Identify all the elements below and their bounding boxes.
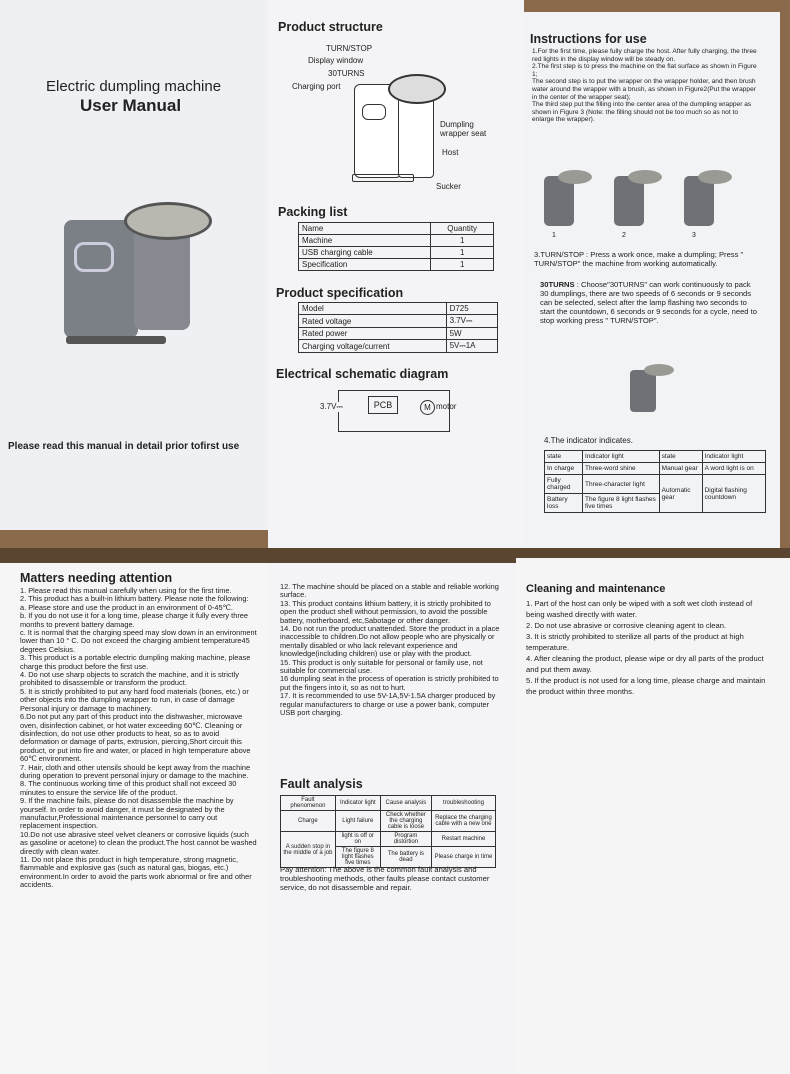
turns30-desc: : Choose"30TURNS" can work continuously to pack 30 dumplings, there are two speeds of 6 seconds or 9 seconds can be selected, select after the lamp flashing two seconds to start the countdown, 6 seconds or 9 seconds for a cycle, need to stop working press " TURN/STOP". (540, 280, 757, 325)
table-cell: state (659, 451, 702, 463)
label-30turns: 30TURNS (328, 69, 365, 78)
list-item: 1. Please read this manual carefully when using for the first time. (20, 586, 232, 595)
voltage-label: 3.7V⎓ (320, 402, 343, 411)
fault-heading: Fault analysis (280, 777, 363, 791)
turns30-text (540, 280, 760, 325)
table-cell: 1 (431, 247, 494, 259)
table-cell: Three-character light (582, 475, 659, 494)
table-cell: 1 (431, 235, 494, 247)
list-item: 2. This product has a built-in lithium battery. Please note the following: (20, 594, 249, 604)
spec-table (298, 302, 498, 353)
structure-heading: Product structure (278, 20, 383, 34)
read-manual-note: Please read this manual in detail prior tofirst use (8, 441, 240, 452)
table-cell: Three-word shine (582, 463, 659, 475)
structure-illustration (352, 70, 442, 190)
table-cell: D725 (446, 303, 497, 315)
table-cell: Rated power (299, 328, 447, 340)
list-item: 14. Do not run the product unattended. Store the product in a place inaccessible to children.Do not allow people who are physically or mentally disabled or who lack relevant experience and knowledge(including children) use or play with the product. (280, 624, 500, 659)
motor-label: motor (436, 402, 457, 411)
table-cell: Indicator light (582, 451, 659, 463)
label-display: Display window (308, 56, 364, 65)
table-cell: Check whether the charging cable is loose (380, 811, 431, 832)
instruction-step-2: 2.The first step is to press the machine on the flat surface as shown in Figure 1; (532, 63, 757, 78)
list-item: 8. The continuous working time of this product shall not exceed 30 minutes to ensure the service life of the product. (20, 779, 237, 797)
table-cell: Quantity (431, 223, 494, 235)
table-cell: Name (299, 223, 431, 235)
table-cell: troubleshooting (431, 796, 495, 811)
table-cell: Indicator light (335, 796, 380, 811)
table-cell: Digital flashing countdown (702, 475, 765, 513)
table-cell: light is off or on (335, 832, 380, 847)
packing-heading: Packing list (278, 205, 348, 219)
cleaning-panel (516, 558, 790, 1074)
table-cell: Charging voltage/current (299, 340, 447, 353)
table-cell: In charge (545, 463, 583, 475)
list-item: 11. Do not place this product in high temperature, strong magnetic, flammable and explosive gas (such as natural gas, biogas, etc.) environment.In order to avoid the parts work abnormal or fire and other accidents. (20, 855, 252, 890)
fault-note: Pay attention: The above is the common fault analysis and troubleshooting methods, other faults please contact customer service, do not disassemble and repair. (280, 865, 490, 892)
packing-table (298, 222, 494, 271)
motor-symbol: M (420, 400, 435, 415)
table-cell: state (545, 451, 583, 463)
attention-list-continued (280, 583, 506, 718)
list-item: 5. If the product is not used for a long time, please charge and maintain the product within three months. (526, 676, 766, 696)
label-sucker: Sucker (436, 182, 461, 191)
fault-table (280, 795, 496, 868)
cover-panel (0, 0, 268, 530)
instruction-step-2c: The third step put the filling into the center area of the dumpling wrapper as shown in Figure 3 (Note: the filling should not be too much so as not to enlarge the wrapper). (532, 101, 752, 124)
list-item: 13. This product contains lithium battery, it is strictly prohibited to open the product shell without permission, to avoid the possible battery, motherboard, etc,Sabotage or other danger. (280, 598, 491, 625)
list-item: 2. Do not use abrasive or corrosive cleaning agent to clean. (526, 621, 727, 630)
list-item: 9. If the machine fails, please do not disassemble the machine by yourself. In order to avoid danger, it must be designated by the manufactur,Professional maintenance personnel to carry out replacement inspection. (20, 796, 234, 831)
turns30-label: 30TURNS (540, 280, 575, 289)
structure-panel (268, 0, 524, 548)
table-cell: Light failure (335, 811, 380, 832)
table-cell: The battery is dead (380, 847, 431, 868)
table-cell: 5W (446, 328, 497, 340)
table-cell: Battery loss (545, 494, 583, 513)
figure-row (538, 162, 758, 242)
list-item: 16 dumpling seat in the process of operation is strictly prohibited to put the fingers into it, so as not to hurt. (280, 674, 499, 692)
cover-title: Electric dumpling machine (46, 78, 222, 95)
indicator-heading: 4.The indicator indicates. (544, 436, 633, 445)
table-cell: Manual gear (659, 463, 702, 475)
table-cell: 1 (431, 259, 494, 271)
label-wrapper-seat: Dumpling wrapper seat (440, 120, 487, 138)
indicator-table (544, 450, 766, 513)
table-cell: Rated voltage (299, 315, 447, 328)
table-cell: USB charging cable (299, 247, 431, 259)
label-charging-port: Charging port (292, 82, 341, 91)
table-cell: Restart machine (431, 832, 495, 847)
figure-label: 1 (552, 232, 556, 239)
table-cell: The figure 8 light flashes five times (582, 494, 659, 513)
table-cell: Program distortion (380, 832, 431, 847)
list-item: b. If you do not use it for a long time, please charge it fully every three months to prevent battery damage. (20, 611, 249, 629)
attention-heading: Matters needing attention (20, 571, 173, 585)
instructions-heading: Instructions for use (530, 32, 647, 46)
table-cell: A word light is on (702, 463, 765, 475)
list-item: 17. It is recommended to use 5V-1A,5V-1.5A charger produced by regular manufacturers to charge or use a power bank, computer USB port charging. (280, 691, 496, 718)
table-cell: Cause analysis (380, 796, 431, 811)
list-item: 5. It is strictly prohibited to put any hard food materials (bones, etc.) or other objects into the dumpling wrapper to run, in case of damage Personal injury or damage to machinery. (20, 686, 249, 713)
schematic-heading: Electrical schematic diagram (276, 367, 449, 381)
list-item: a. Please store and use the product in an environment of 0-45℃. (20, 602, 233, 612)
label-host: Host (442, 148, 459, 157)
list-item: c. It is normal that the charging speed may slow down in an environment lower than 10 ° C. Do not exceed the charging ambient temperature45 degrees Celsius. (20, 628, 257, 654)
attention-panel (0, 563, 268, 1074)
cover-subtitle: User Manual (80, 96, 182, 115)
cleaning-heading: Cleaning and maintenance (526, 583, 666, 595)
list-item: 4. Do not use sharp objects to scratch the machine, and it is strictly prohibited to disassemble or transform the product. (20, 670, 239, 688)
table-cell: Automatic gear (659, 475, 702, 513)
instruction-text (532, 48, 760, 124)
turnstop-text: 3.TURN/STOP : Press a work once, make a dumpling; Press " TURN/STOP" the machine from working automatically. (534, 250, 744, 268)
machine-illustration (60, 200, 210, 350)
list-item: 4. After cleaning the product, please wipe or dry all parts of the product and put them away. (526, 654, 764, 674)
instruction-step-1: 1.For the first time, please fully charge the host. After fully charging, the three red lights in the display window will be steady on. (532, 48, 757, 63)
table-cell: 3.7V⎓ (446, 315, 497, 328)
fault-panel (268, 563, 516, 1074)
list-item: 10.Do not use abrasive steel velvet cleaners or corrosive liquids (such as gasoline or acetone) to clean the product.The host cannot be washed directly with clean water. (20, 829, 257, 856)
spec-heading: Product specification (276, 286, 404, 300)
instruction-step-2b: The second step is to put the wrapper on the wrapper holder, and then brush water around the wrapper with a brush, as shown in Figure2(Put the wrapper in the center of the wrapper seat); (532, 78, 756, 101)
list-item: 1. Part of the host can only be wiped with a soft wet cloth instead of being washed directly with water. (526, 599, 753, 619)
figure-label: 3 (692, 232, 696, 239)
label-turnstop: TURN/STOP (326, 44, 373, 53)
table-cell: Charge (281, 811, 336, 832)
attention-list (20, 587, 258, 890)
list-item: 6.Do not put any part of this product into the dishwasher, microwave oven, disinfection cabinet, or hot water exceeding 60℃. Cleaning or disinfection, do not use other products to heat, so as to avoid deformation or damage of parts, extrusion, piercing,Short circuit this product, or put into fire and water, or placed in high temperature above 60℃ environment. (20, 712, 251, 764)
pcb-box: PCB (368, 396, 398, 414)
table-cell: 5V⎓1A (446, 340, 497, 353)
table-cell: Machine (299, 235, 431, 247)
list-item: 3. It is strictly prohibited to sterilize all parts of the product at high temperature. (526, 632, 744, 652)
list-item: 12. The machine should be placed on a stable and reliable working surface. (280, 582, 499, 600)
table-cell: The figure 8 light flashes five times (335, 847, 380, 868)
figure-label: 2 (622, 232, 626, 239)
figure-4 (624, 350, 684, 420)
table-cell: Model (299, 303, 447, 315)
cleaning-list (526, 598, 766, 697)
table-cell: Indicator light (702, 451, 765, 463)
list-item: 15. This product is only suitable for personal or family use, not suitable for commercial use. (280, 657, 483, 676)
list-item: 7. Hair, cloth and other utensils should be kept away from the machine during operation to prevent personal injury or damage to the machine. (20, 762, 251, 780)
table-cell: Please charge in time (431, 847, 495, 868)
table-cell: A sudden stop in the middle of a job (281, 832, 336, 868)
table-cell: Fully charged (545, 475, 583, 494)
schematic-diagram (318, 386, 518, 436)
table-cell: Specification (299, 259, 431, 271)
instructions-panel (524, 12, 780, 548)
table-cell: Replace the charging cable with a new one (431, 811, 495, 832)
table-cell: Fault phenomenon (281, 796, 336, 811)
list-item: 3. This product is a portable electric dumpling making machine, please charge this product before the first use. (20, 653, 251, 671)
